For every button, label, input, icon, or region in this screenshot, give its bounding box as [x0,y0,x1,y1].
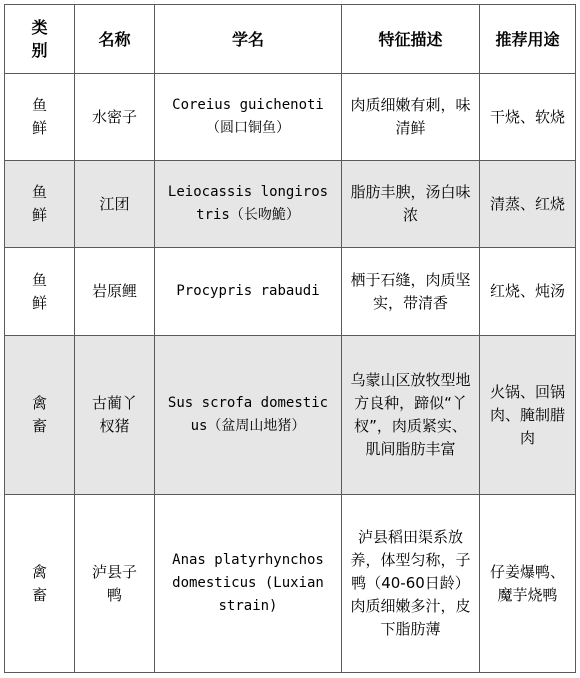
table-row [5,74,576,161]
cell-scientific-name: Procypris rabaudi [155,248,342,336]
table-row [5,336,576,495]
cell-category: 鱼鲜 [5,161,75,248]
ingredients-table [4,4,576,673]
cell-scientific-name: Sus scrofa domesticus（盆周山地猪） [155,336,342,495]
cell-category: 禽畜 [5,336,75,495]
header-scientific-name: 学名 [155,5,342,74]
cell-features: 乌蒙山区放牧型地方良种，蹄似“丫杈”，肉质紧实、肌间脂肪丰富 [342,336,480,495]
cell-category: 鱼鲜 [5,248,75,336]
cell-name: 古蔺丫杈猪 [75,336,155,495]
cell-scientific-name: Coreius guichenoti（圆口铜鱼） [155,74,342,161]
cell-usage: 红烧、炖汤 [480,248,576,336]
cell-features: 栖于石缝，肉质坚实，带清香 [342,248,480,336]
cell-features: 脂肪丰腴，汤白味浓 [342,161,480,248]
cell-name: 泸县子鸭 [75,495,155,673]
cell-name: 岩原鲤 [75,248,155,336]
cell-usage: 干烧、软烧 [480,74,576,161]
header-usage: 推荐用途 [480,5,576,74]
cell-name: 江团 [75,161,155,248]
table-header-row [5,5,576,74]
cell-name: 水密子 [75,74,155,161]
table-row [5,248,576,336]
cell-usage: 火锅、回锅肉、腌制腊肉 [480,336,576,495]
cell-scientific-name: Leiocassis longirostris（长吻鮠） [155,161,342,248]
cell-category: 禽畜 [5,495,75,673]
cell-features: 肉质细嫩有刺，味清鲜 [342,74,480,161]
header-name: 名称 [75,5,155,74]
cell-usage: 清蒸、红烧 [480,161,576,248]
header-features: 特征描述 [342,5,480,74]
cell-category: 鱼鲜 [5,74,75,161]
table-row [5,495,576,673]
cell-scientific-name: Anas platyrhynchos domesticus (Luxian strain) [155,495,342,673]
header-category: 类别 [5,5,75,74]
cell-usage: 仔姜爆鸭、魔芋烧鸭 [480,495,576,673]
table-row [5,161,576,248]
cell-features: 泸县稻田渠系放养，体型匀称，子鸭（40-60日龄）肉质细嫩多汁，皮下脂肪薄 [342,495,480,673]
